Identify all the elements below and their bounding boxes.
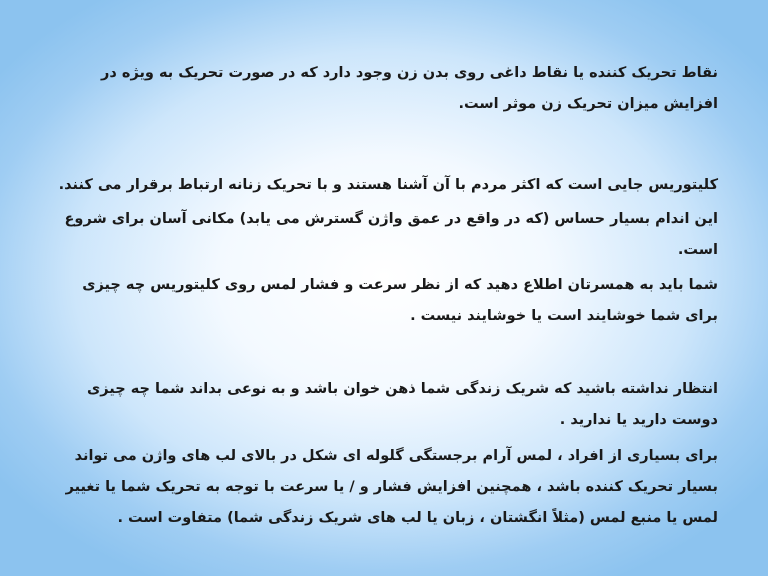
paragraph-clitoris-intro: کلیتوریس جایی است که اکثر مردم با آن آشنا هستند و با تحریک زنانه ارتباط برقرار می کنند. [58, 177, 718, 193]
paragraph-hot-spots: نقاط تحریک کننده یا نقاط داغی روی بدن زن وجود دارد که در صورت تحریک به ویژه در افزایش میزان تحریک زن موثر است. [101, 65, 718, 112]
paragraph-mind-reader: انتظار نداشته باشید که شریک زندگی شما ذهن خوان باشد و به نوعی بداند شما چه چیزی دوست دارید یا ندارید . [87, 381, 718, 428]
paragraph-sensitive-organ: این اندام بسیار حساس (که در واقع در عمق واژن گسترش می یابد) مکانی آسان برای شروع است. [64, 211, 718, 258]
paragraph-gentle-touch: برای بسیاری از افراد ، لمس آرام برجستگی گلوله ای شکل در بالای لب های واژن می تواند بسیار تحریک کننده باشد ، همچنین افزایش فشار و / یا سرعت با توجه به تحریک شما یا تغییر لمس یا منبع لمس (مثلاً انگشتان ، زبان یا لب های شریک زندگی شما) متفاوت است . [65, 448, 718, 526]
paragraph-tell-partner: شما باید به همسرتان اطلاع دهید که از نظر سرعت و فشار لمس روی کلیتوریس چه چیزی برای شما خوشایند است یا خوشایند نیست . [82, 277, 718, 324]
